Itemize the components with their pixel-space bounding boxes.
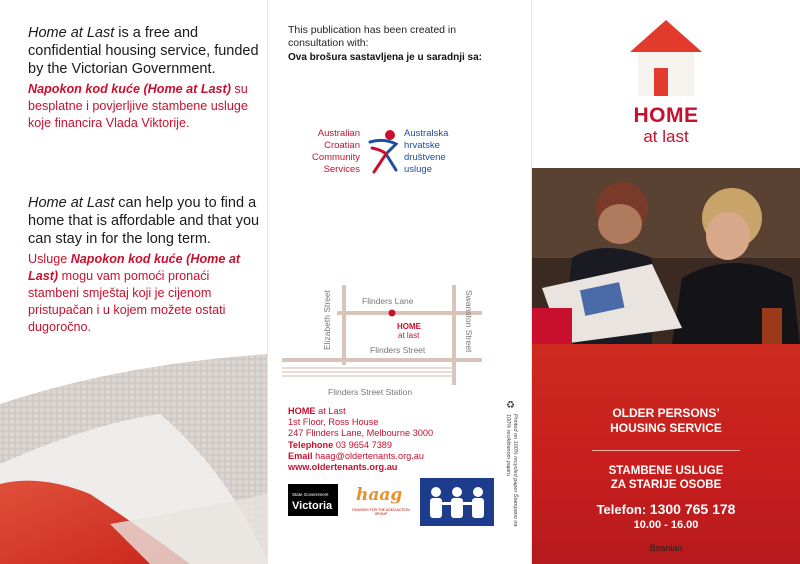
help-block: [28, 194, 260, 336]
contact-name: HOME at Last: [288, 406, 346, 416]
house-logo-icon: [630, 20, 702, 96]
recycle-icon: ♻: [506, 400, 515, 411]
cover-panel: [532, 0, 800, 564]
fabric-texture-image: [0, 344, 268, 564]
map-label-flinders-street: Flinders Street: [370, 345, 426, 355]
map-marker: [389, 310, 396, 317]
location-map: [282, 280, 482, 400]
contact-phone[interactable]: Telephone 03 9654 7389: [288, 439, 393, 450]
contact-details: [288, 406, 433, 473]
map-label-elizabeth-street: Elizabeth Street: [322, 289, 332, 350]
partner-figure-icon: [366, 128, 402, 178]
middle-panel: [268, 0, 532, 564]
cover-photo: [532, 168, 800, 344]
left-panel: [0, 0, 268, 564]
map-label-station: Flinders Street Station: [328, 387, 413, 397]
intro-block: [28, 24, 260, 132]
contact-email[interactable]: Email haag@oldertenants.org.au: [288, 450, 425, 461]
website-link[interactable]: www.oldertenants.org.au: [288, 462, 398, 473]
partner-name-bosnian: Australska hrvatske društvene usluge: [404, 128, 449, 175]
help-bosnian: Usluge Napokon kod kuće (Home at Last) mogu vam pomoći pronaći stambeni smještaj koji je cijenom pristupačan i u kojem možete ostati dugoročno.: [28, 252, 241, 334]
service-banner: [532, 344, 800, 564]
publication-note-bosnian: Ova brošura sastavljena je u saradnji sa:: [288, 52, 482, 63]
divider: [592, 450, 740, 451]
map-label-flinders-lane: Flinders Lane: [362, 296, 414, 306]
service-title-bosnian: STAMBENE USLUGE ZA STARIJE OSOBE: [608, 465, 724, 491]
contact-address-1: 1st Floor, Ross House: [288, 417, 379, 428]
partner-logo: [282, 128, 512, 188]
map-marker-home: HOME: [397, 322, 421, 331]
publication-note: This publication has been created in consultation with:: [288, 24, 457, 49]
victoria-government-logo: State Government Victoria: [288, 484, 338, 516]
intro-english: Home at Last is a free and confidential housing service, funded by the Victorian Government.: [28, 25, 259, 77]
map-label-swanston-street: Swanston Street: [464, 290, 474, 353]
map-marker-atlast: at last: [398, 331, 420, 340]
haag-logo: haag HOUSING FOR THE AGED ACTION GROUP: [352, 485, 410, 516]
opening-hours: 10.00 - 16.00: [633, 519, 699, 531]
partner-name-english: Australian Croatian Community Services: [311, 128, 360, 175]
intro-bosnian: Napokon kod kuće (Home at Last) su besplatne i povjerljive stambene usluge koje financira Vlada Viktorije.: [28, 82, 248, 130]
recycled-paper-note: ♻ Printed on 100% recycled paper Štampano na 100% recikliranom papiru: [505, 400, 518, 527]
brand-subtitle: at last: [643, 127, 689, 146]
contact-address-2: 247 Flinders Lane, Melbourne 3000: [288, 428, 434, 439]
brand-title: HOME: [633, 104, 699, 127]
people-icon: [420, 478, 494, 526]
phone-number[interactable]: Telefon: 1300 765 178: [596, 501, 736, 517]
language-label: Bosnian: [649, 543, 683, 553]
help-english: Home at Last can help you to find a home that is affordable and that you can stay in for the long term.: [28, 195, 260, 247]
service-title-english: OLDER PERSONS’ HOUSING SERVICE: [610, 406, 722, 435]
